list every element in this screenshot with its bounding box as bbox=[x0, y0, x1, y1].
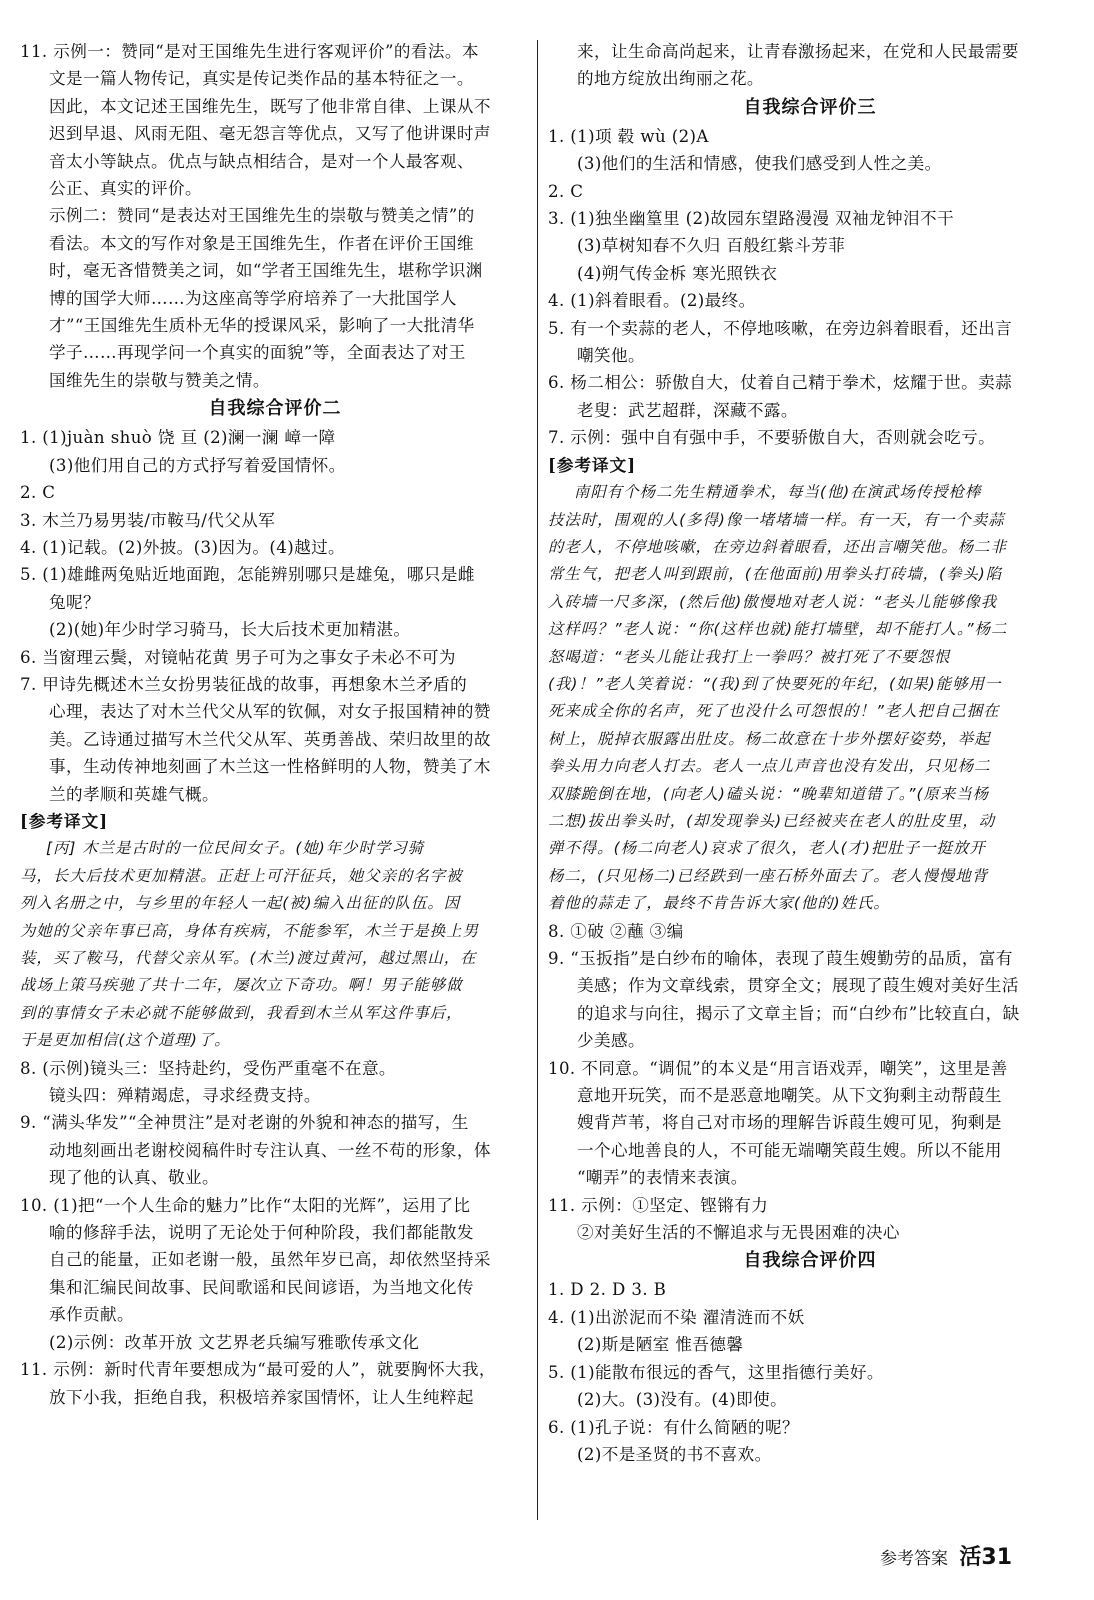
text-line: 兰的孝顺和英雄气概。 bbox=[49, 784, 219, 804]
text-line: 来，让生命高尚起来，让青春激扬起来，在党和人民最需要 bbox=[577, 42, 1019, 61]
text-line: 心理，表达了对木兰代父从军的钦佩，对女子报国精神的赞 bbox=[49, 702, 491, 722]
text-line: 9. “玉扳指”是白纱布的喻体，表现了葭生嫂勤劳的品质，富有 bbox=[548, 949, 1013, 968]
text-line: 时，毫无吝惜赞美之词，如“学者王国维先生，堪称学识渊 bbox=[49, 261, 483, 281]
text-line: 7. 甲诗先概述木兰女扮男装征战的故事，再想象木兰矛盾的 bbox=[20, 674, 468, 694]
translation-line: 装，买了鞍马，代替父亲从军。(木兰)渡过黄河，越过黑山，在 bbox=[20, 949, 477, 967]
text-line: 看法。本文的写作对象是王国维先生，作者在评价王国维 bbox=[49, 233, 474, 253]
text-line: 集和汇编民间故事、民间歌谣和民间谚语，为当地文化传 bbox=[49, 1277, 474, 1297]
reference-translation-label: [参考译文] bbox=[548, 454, 637, 475]
text-line: 1. (1)项 毂 wù (2)A bbox=[548, 126, 709, 146]
text-line: ②对美好生活的不懈追求与无畏困难的决心 bbox=[577, 1223, 900, 1243]
footer-label: 参考答案 bbox=[880, 1549, 948, 1569]
text-line: 9. “满头华发”“全神贯注”是对老谢的外貌和神态的描写，生 bbox=[20, 1113, 469, 1133]
translation-line: 于是更加相信(这个道理)了。 bbox=[20, 1031, 231, 1050]
text-line: (2)(她)年少时学习骑马，长大后技术更加精湛。 bbox=[49, 620, 411, 640]
text-line: (3)他们的生活和情感，使我们感受到人性之美。 bbox=[577, 154, 942, 174]
text-line: 6. (1)孔子说：有什么简陋的呢？ bbox=[548, 1417, 799, 1437]
text-line: 8. (示例)镜头三：坚持赴约，受伤严重毫不在意。 bbox=[20, 1058, 396, 1078]
text-line: 11. 示例一：赞同“是对王国维先生进行客观评价”的看法。本 bbox=[20, 42, 479, 61]
text-line: 3. 木兰乃易男装/市鞍马/代父从军 bbox=[20, 510, 276, 530]
translation-line: 战场上策马疾驰了共十二年，屡次立下奇功。啊！男子能够做 bbox=[20, 976, 463, 995]
text-line: 6. 杨二相公：骄傲自大，仗着自己精于拳术，炫耀于世。卖蒜 bbox=[548, 373, 1013, 393]
text-line: 音太小等缺点。优点与缺点相结合，是对一个人最客观、 bbox=[49, 151, 474, 171]
text-line: 公正、真实的评价。 bbox=[49, 179, 202, 199]
translation-line: 树上，脱掉衣服露出肚皮。杨二故意在十步外摆好姿势，举起 bbox=[548, 729, 991, 748]
text-line: 1. (1)juàn shuò 饶 亘 (2)澜一澜 嶂一障 bbox=[20, 428, 336, 448]
translation-line: 为她的父亲年事已高，身体有疾病，不能参军，木兰于是换上男 bbox=[20, 921, 479, 940]
text-line: 才”“王国维先生质朴无华的授课风采，影响了一大批清华 bbox=[49, 316, 475, 336]
page-number-value: 31 bbox=[981, 1545, 1013, 1570]
translation-line: 杨二，(只见杨二)已经跌到一座石桥外面去了。老人慢慢地背 bbox=[548, 866, 989, 885]
text-line: 11. 示例：新时代青年要想成为“最可爱的人”，就要胸怀大我， bbox=[20, 1360, 496, 1380]
text-line: (3)他们用自己的方式抒写着爱国情怀。 bbox=[49, 455, 346, 475]
text-line: 喻的修辞手法，说明了无论处于何种阶段，我们都能散发 bbox=[49, 1223, 474, 1243]
section-heading: 自我综合评价二 bbox=[208, 398, 342, 420]
reference-translation-label: [参考译文] bbox=[20, 810, 109, 831]
text-line: 4. (1)斜着眼看。(2)最终。 bbox=[548, 291, 756, 311]
text-line: 少美感。 bbox=[577, 1031, 645, 1051]
translation-line: 列入名册之中，与乡里的年轻人一起(被)编入出征的队伍。因 bbox=[20, 894, 461, 913]
text-line: 4. (1)记载。(2)外披。(3)因为。(4)越过。 bbox=[20, 537, 346, 557]
translation-line: 入砖墙一尺多深，(然后他)傲慢地对老人说：“老头儿能够像我 bbox=[548, 592, 998, 611]
page-footer bbox=[880, 1540, 1012, 1571]
text-line: “嘲弄”的表情来表演。 bbox=[577, 1168, 748, 1188]
text-line: 承作贡献。 bbox=[49, 1305, 134, 1325]
text-line: (2)示例：改革开放 文艺界老兵编写雅歌传承文化 bbox=[49, 1332, 420, 1352]
translation-line: 双膝跪倒在地，(向老人)磕头说：“晚辈知道错了。”(原来当杨 bbox=[548, 784, 990, 803]
text-line: 因此，本文记述王国维先生，既写了他非常自律、上课从不 bbox=[49, 96, 491, 116]
text-line: 11. 示例：①坚定、铿锵有力 bbox=[548, 1195, 769, 1215]
translation-line: 拳头用力向老人打去。老人一点儿声音也没有发出，只见杨二 bbox=[548, 757, 991, 776]
text-line: 一个心地善良的人，不可能无端嘲笑葭生嫂。所以不能用 bbox=[577, 1140, 1002, 1160]
text-line: 5. (1)雄雌两兔贴近地面跑，怎能辨别哪只是雄兔，哪只是雌 bbox=[20, 565, 475, 585]
text-line: 兔呢？ bbox=[49, 592, 100, 612]
text-line: 学子……再现学问一个真实的面貌”等，全面表达了对王 bbox=[49, 343, 466, 363]
section-heading: 自我综合评价四 bbox=[743, 1250, 877, 1272]
text-line: 10. (1)把“一个人生命的魅力”比作“太阳的光辉”，运用了比 bbox=[20, 1195, 471, 1215]
translation-line: 弹不得。(杨二向老人)哀求了很久，老人(才)把肚子一挺放开 bbox=[548, 839, 986, 858]
text-line: 动地刻画出老谢校阅稿件时专注认真、一丝不苟的形象，体 bbox=[49, 1140, 491, 1160]
text-line: 2. C bbox=[548, 181, 584, 201]
text-line: (2)不是圣贤的书不喜欢。 bbox=[577, 1444, 772, 1464]
text-line: 6. 当窗理云鬓，对镜帖花黄 男子可为之事女子未必不可为 bbox=[20, 647, 456, 667]
translation-line: 马，长大后技术更加精湛。正赶上可汗征兵，她父亲的名字被 bbox=[20, 866, 463, 885]
translation-line: 常生气，把老人叫到跟前，(在他面前)用拳头打砖墙，(拳头)陷 bbox=[548, 565, 1003, 584]
text-line: 4. (1)出淤泥而不染 濯清涟而不妖 bbox=[548, 1307, 805, 1327]
text-line: 2. C bbox=[20, 483, 56, 503]
page-number bbox=[959, 1545, 1012, 1570]
page-prefix: 活 bbox=[959, 1545, 982, 1570]
text-line: 现了他的认真、敬业。 bbox=[49, 1168, 219, 1188]
section-heading: 自我综合评价三 bbox=[743, 96, 877, 118]
text-line: 迟到早退、风雨无阻、毫无怨言等优点，又写了他讲课时声 bbox=[49, 124, 491, 144]
text-line: 镜头四：殚精竭虑，寻求经费支持。 bbox=[49, 1086, 321, 1106]
translation-line: 到的事情女子未必就不能够做到，我看到木兰从军这件事后， bbox=[20, 1003, 463, 1022]
translation-line: (我)！”老人笑着说：“(我)到了快要死的年纪，(如果)能够用一 bbox=[548, 674, 1002, 693]
translation-line: 二想)拔出拳头时，(却发现拳头)已经被夹在老人的肚皮里，动 bbox=[548, 811, 996, 830]
text-line: 7. 示例：强中自有强中手，不要骄傲自大，否则就会吃亏。 bbox=[548, 428, 996, 448]
text-line: 嫂背芦苇，将自己对市场的理解告诉葭生嫂可见，狗剩是 bbox=[577, 1113, 1002, 1133]
text-line: 事，生动传神地刻画了木兰这一性格鲜明的人物，赞美了木 bbox=[49, 757, 491, 777]
text-line: 文是一篇人物传记，真实是传记类作品的基本特征之一。 bbox=[49, 69, 474, 89]
text-line: 国维先生的崇敬与赞美之情。 bbox=[49, 370, 270, 390]
text-line: 美。乙诗通过描写木兰代父从军、英勇善战、荣归故里的故 bbox=[49, 729, 491, 749]
text-line: (2)大。(3)没有。(4)即使。 bbox=[577, 1390, 788, 1410]
right-column bbox=[548, 38, 1072, 1468]
text-line: 示例二：赞同“是表达对王国维先生的崇敬与赞美之情”的 bbox=[49, 206, 475, 226]
text-line: 5. 有一个卖蒜的老人，不停地咳嗽，在旁边斜着眼看，还出言 bbox=[548, 318, 1013, 338]
translation-line: 怒喝道：“老头儿能让我打上一拳吗？被打死了不要怨恨 bbox=[548, 647, 951, 666]
translation-line: [丙] 木兰是古时的一位民间女子。(她)年少时学习骑 bbox=[46, 839, 425, 858]
text-line: 老叟：武艺超群，深藏不露。 bbox=[577, 400, 798, 420]
translation-line: 的老人，不停地咳嗽，在旁边斜着眼看，还出言嘲笑他。杨二非 bbox=[548, 537, 1007, 556]
text-line: (2)斯是陋室 惟吾德馨 bbox=[577, 1335, 744, 1355]
text-line: 博的国学大师……为这座高等学府培养了一大批国学人 bbox=[49, 288, 457, 308]
text-line: 自己的能量，正如老谢一般，虽然年岁已高，却依然坚持采 bbox=[49, 1250, 491, 1270]
text-line: 放下小我，拒绝自我，积极培养家国情怀，让人生纯粹起 bbox=[49, 1387, 474, 1407]
text-line: 美感；作为文章线索，贯穿全文；展现了葭生嫂对美好生活 bbox=[577, 976, 1019, 996]
text-line: (4)朔气传金柝 寒光照铁衣 bbox=[577, 263, 778, 283]
column-divider bbox=[537, 40, 538, 1520]
text-line: 10. 不同意。“调侃”的本义是“用言语戏弄，嘲笑”，这里是善 bbox=[548, 1058, 1008, 1078]
text-line: 嘲笑他。 bbox=[577, 346, 645, 366]
text-line: (3)草树知春不久归 百般红紫斗芳菲 bbox=[577, 236, 846, 256]
translation-line: 着他的蒜走了，最终不肯告诉大家(他的)姓氏。 bbox=[548, 894, 890, 913]
text-line: 8. ①破 ②蘸 ③编 bbox=[548, 921, 684, 941]
left-column bbox=[20, 38, 530, 1411]
text-line: 的追求与向往，揭示了文章主旨；而“白纱布”比较直白，缺 bbox=[577, 1003, 1020, 1023]
translation-line: 这样吗？”老人说：“你(这样也就)能打墙壁，却不能打人。”杨二 bbox=[548, 620, 1008, 639]
translation-line: 技法时，围观的人(多得)像一堵堵墙一样。有一天，有一个卖蒜 bbox=[548, 510, 1005, 529]
text-line: 1. D 2. D 3. B bbox=[548, 1280, 667, 1300]
text-line: 意地开玩笑，而不是恶意地嘲笑。从下文狗剩主动帮葭生 bbox=[577, 1086, 1002, 1106]
text-line: 3. (1)独坐幽篁里 (2)故园东望路漫漫 双袖龙钟泪不干 bbox=[548, 209, 954, 229]
translation-line: 南阳有个杨二先生精通拳术，每当(他)在演武场传授枪棒 bbox=[574, 483, 982, 502]
text-line: 的地方绽放出绚丽之花。 bbox=[577, 69, 764, 89]
text-line: 5. (1)能散布很远的香气，这里指德行美好。 bbox=[548, 1362, 884, 1382]
translation-line: 死来成全你的名声，死了也没什么可怨恨的！”老人把自己捆在 bbox=[548, 702, 1000, 721]
